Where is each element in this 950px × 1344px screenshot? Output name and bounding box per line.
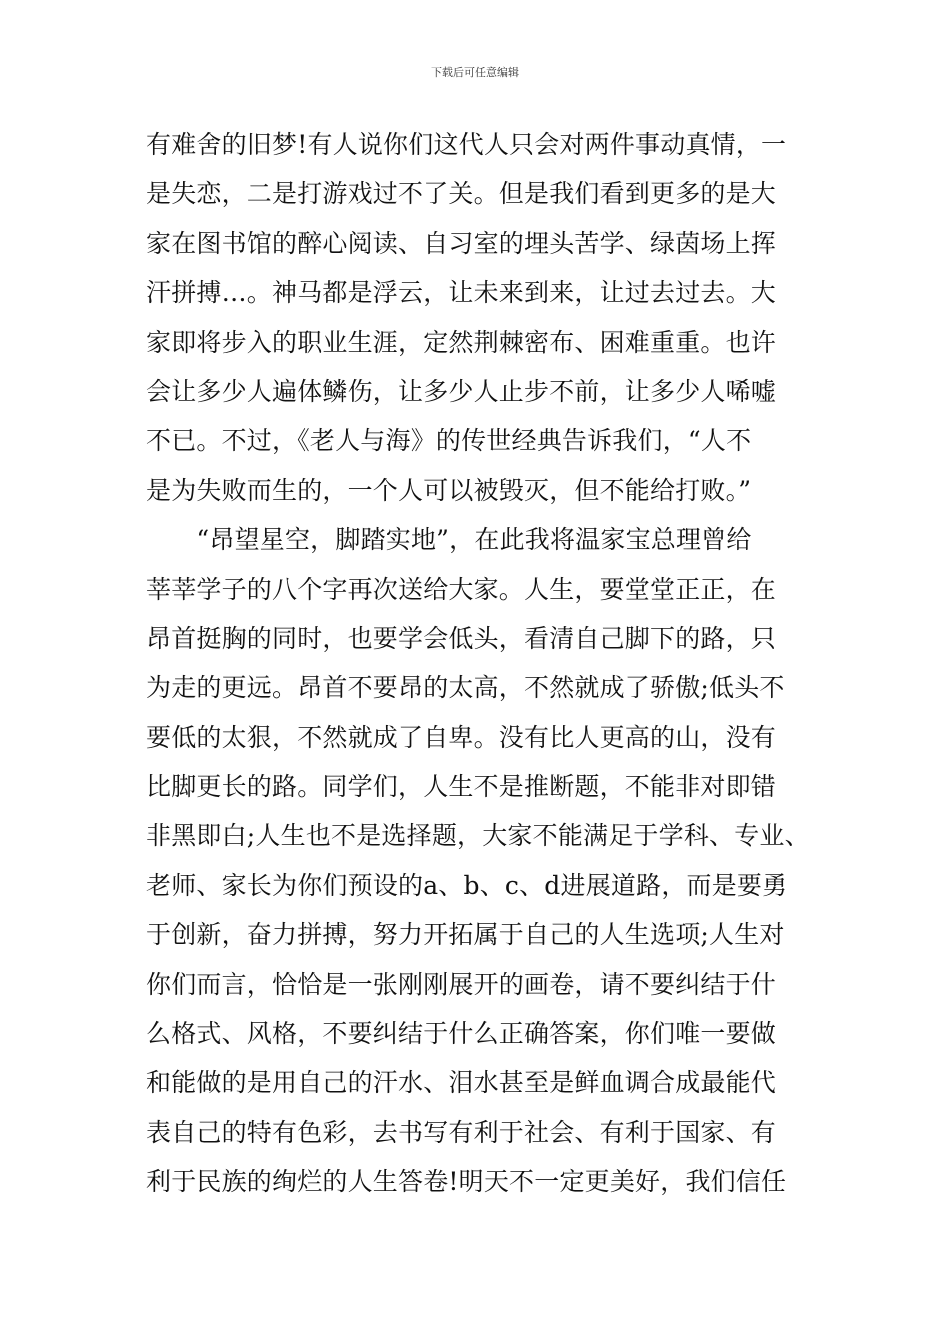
text-line: 莘莘学子的八个字再次送给大家。人生，要堂堂正正，在 bbox=[146, 574, 777, 604]
text-line: 比脚更长的路。同学们，人生不是推断题，不能非对即错 bbox=[146, 772, 777, 802]
text-line: 昂首挺胸的同时，也要学会低头，看清自己脚下的路，只 bbox=[146, 623, 777, 653]
text-line: 利于民族的绚烂的人生答卷!明天不一定更美好，我们信任 bbox=[146, 1167, 787, 1197]
text-line: 会让多少人遍体鳞伤，让多少人止步不前，让多少人唏嘘 bbox=[146, 376, 777, 406]
text-line: 要低的太狠，不然就成了自卑。没有比人更高的山，没有 bbox=[146, 722, 777, 752]
text-line: 么格式、风格，不要纠结于什么正确答案，你们唯一要做 bbox=[146, 1019, 777, 1049]
text-line: 为走的更远。昂首不要昂的太高，不然就成了骄傲;低头不 bbox=[146, 673, 785, 703]
text-line: 于创新，奋力拼搏，努力开拓属于自己的人生选项;人生对 bbox=[146, 920, 785, 950]
text-line: 老师、家长为你们预设的a、b、c、d进展道路，而是要勇 bbox=[146, 870, 788, 900]
body-text bbox=[146, 127, 811, 1214]
text-line: 家在图书馆的醉心阅读、自习室的埋头苦学、绿茵场上挥 bbox=[146, 228, 777, 258]
text-line: 表自己的特有色彩，去书写有利于社会、有利于国家、有 bbox=[146, 1117, 777, 1147]
text-line: 是失恋，二是打游戏过不了关。但是我们看到更多的是大 bbox=[146, 179, 777, 209]
text-line: 有难舍的旧梦!有人说你们这代人只会对两件事动真情，一 bbox=[146, 130, 787, 159]
text-line: 非黑即白;人生也不是选择题，大家不能满足于学科、专业、 bbox=[146, 821, 810, 851]
text-line: 和能做的是用自己的汗水、泪水甚至是鲜血调合成最能代 bbox=[146, 1068, 777, 1098]
text-line: 家即将步入的职业生涯，定然荆棘密布、困难重重。也许 bbox=[146, 327, 777, 357]
text-line: 是为失败而生的，一个人可以被毁灭，但不能给打败。” bbox=[146, 475, 752, 505]
text-line: 你们而言，恰恰是一张刚刚展开的画卷，请不要纠结于什 bbox=[146, 969, 777, 999]
text-line: 汗拼搏…。神马都是浮云，让未来到来，让过去过去。大 bbox=[146, 278, 777, 308]
text-line: “昂望星空，脚踏实地”，在此我将温家宝总理曾给 bbox=[146, 525, 752, 555]
page-header: 下载后可任意编辑 bbox=[431, 66, 519, 79]
text-line: 不已。不过，《老人与海》的传世经典告诉我们，“人不 bbox=[146, 426, 752, 456]
